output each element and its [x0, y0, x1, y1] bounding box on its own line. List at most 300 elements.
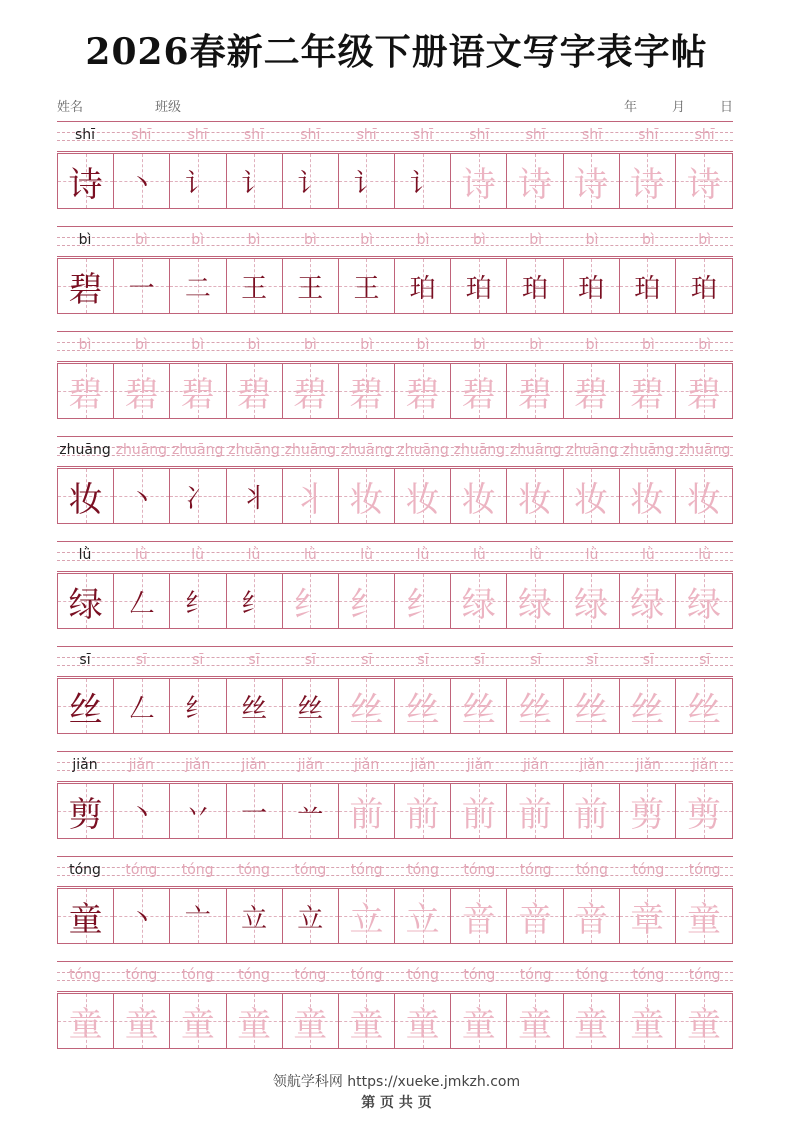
practice-row [57, 433, 733, 538]
tian-grid [57, 678, 733, 734]
stroke-character: 童 [405, 1004, 440, 1045]
writing-box[interactable] [58, 469, 114, 523]
stroke-character: 王 [353, 273, 380, 304]
writing-box[interactable] [339, 259, 395, 313]
pinyin-cell: bì [78, 232, 92, 248]
stroke-character: 立 [349, 899, 384, 940]
model-character: 童 [68, 899, 103, 940]
writing-box[interactable] [564, 154, 620, 208]
writing-box[interactable] [676, 574, 732, 628]
class-label: 班级 [155, 100, 182, 115]
stroke-character: 纟 [405, 584, 440, 625]
stroke-character: 丝 [574, 689, 609, 730]
pinyin-cell: sī [79, 652, 91, 668]
pinyin-guide-line [57, 466, 733, 467]
model-character: 碧 [68, 374, 103, 415]
writing-box[interactable] [283, 889, 339, 943]
pinyin-cell: lǜ [247, 547, 261, 563]
stroke-character: 珀 [409, 273, 436, 304]
pinyin-cell: sī [304, 652, 316, 668]
writing-box[interactable] [283, 364, 339, 418]
stroke-character: 一 [128, 273, 155, 304]
pinyin-cell: shī [74, 127, 96, 143]
stroke-character: 讠 [297, 168, 324, 199]
stroke-character: 诗 [461, 164, 496, 205]
pinyin-guide-line [57, 361, 733, 362]
pinyin-cell: tóng [125, 967, 158, 983]
writing-box[interactable] [227, 469, 283, 523]
writing-box[interactable] [114, 994, 170, 1048]
tian-grid [57, 573, 733, 629]
pinyin-cell: bì [641, 337, 655, 353]
writing-box[interactable] [227, 679, 283, 733]
writing-box[interactable] [676, 784, 732, 838]
writing-box[interactable] [395, 574, 451, 628]
writing-box[interactable] [620, 994, 676, 1048]
stroke-character: 珀 [521, 273, 548, 304]
pinyin-cell: sī [586, 652, 598, 668]
pinyin-cell: tóng [576, 862, 608, 878]
writing-box[interactable] [620, 574, 676, 628]
writing-box[interactable] [114, 574, 170, 628]
writing-box[interactable] [283, 574, 339, 628]
stroke-character: 珀 [578, 273, 605, 304]
writing-box[interactable] [676, 679, 732, 733]
stroke-character: 讠 [353, 168, 380, 199]
writing-box[interactable] [507, 679, 563, 733]
writing-box[interactable] [451, 994, 507, 1048]
pinyin-cell: tóng [463, 967, 496, 983]
pinyin-cell: sī [361, 652, 373, 668]
writing-box[interactable] [676, 259, 732, 313]
pinyin-cell: bì [529, 337, 543, 353]
writing-box[interactable] [620, 679, 676, 733]
stroke-character: 妆 [686, 479, 721, 520]
writing-box[interactable] [170, 679, 226, 733]
stroke-character: 诗 [630, 164, 665, 205]
pinyin-guide-line [57, 991, 733, 992]
pinyin-cell: jiǎn [466, 757, 492, 773]
writing-box[interactable] [451, 574, 507, 628]
stroke-character: 丝 [405, 689, 440, 730]
writing-box[interactable] [564, 889, 620, 943]
writing-box[interactable] [507, 574, 563, 628]
writing-box[interactable] [58, 154, 114, 208]
stroke-character: 音 [461, 899, 496, 940]
stroke-character: 丶 [128, 168, 155, 199]
stroke-character: 丬 [241, 483, 268, 514]
stroke-character: 童 [686, 899, 721, 940]
pinyin-cell: bì [360, 232, 374, 248]
writing-box[interactable] [507, 889, 563, 943]
practice-row [57, 328, 733, 433]
pinyin-cell: shī [300, 127, 321, 143]
writing-box[interactable] [564, 784, 620, 838]
writing-box[interactable] [564, 994, 620, 1048]
pinyin-cell: tóng [69, 862, 101, 878]
writing-box[interactable] [395, 994, 451, 1048]
writing-box[interactable] [564, 574, 620, 628]
writing-box[interactable] [620, 889, 676, 943]
pinyin-cell: tóng [407, 967, 439, 983]
model-character: 妆 [68, 479, 103, 520]
pinyin-cell: tóng [238, 967, 270, 983]
stroke-character: 前 [349, 794, 384, 835]
stroke-character: 纟 [293, 584, 328, 625]
pinyin-cell: sī [699, 652, 711, 668]
pinyin-cell: lǜ [78, 547, 92, 563]
model-character: 诗 [68, 164, 103, 205]
page-title: 2026春新二年级下册语文写字表字帖 [85, 31, 708, 73]
model-character: 丝 [68, 689, 103, 730]
writing-box[interactable] [339, 994, 395, 1048]
stroke-character: 绿 [574, 584, 609, 625]
pinyin-cell: lǜ [416, 547, 430, 563]
stroke-character: 前 [517, 794, 552, 835]
stroke-character: 碧 [237, 374, 272, 415]
stroke-character: 王 [297, 273, 324, 304]
pinyin-cell: sī [192, 652, 204, 668]
pinyin-guide-line [57, 676, 733, 677]
writing-box[interactable] [114, 889, 170, 943]
stroke-character: 丶 [128, 483, 155, 514]
pinyin-cell: zhuāng [397, 442, 449, 458]
stroke-character: 立 [297, 903, 324, 934]
pinyin-cell: zhuāng [59, 442, 111, 458]
pinyin-guide-line [57, 886, 733, 887]
writing-box[interactable] [58, 784, 114, 838]
writing-box[interactable] [114, 784, 170, 838]
writing-box[interactable] [395, 154, 451, 208]
writing-box[interactable] [283, 469, 339, 523]
stroke-character: 童 [124, 1004, 159, 1045]
site-footer: 领航学科网 https://xueke.jmkzh.com [272, 1074, 521, 1090]
writing-box[interactable] [283, 784, 339, 838]
stroke-character: 妆 [517, 479, 552, 520]
writing-box[interactable] [170, 469, 226, 523]
pinyin-cell: bì [416, 337, 430, 353]
pinyin-cell: bì [78, 337, 92, 353]
writing-box[interactable] [170, 889, 226, 943]
writing-box[interactable] [114, 679, 170, 733]
writing-box[interactable] [676, 469, 732, 523]
pinyin-cell: shī [525, 127, 546, 143]
writing-box[interactable] [227, 889, 283, 943]
writing-box[interactable] [227, 574, 283, 628]
writing-box[interactable] [283, 994, 339, 1048]
writing-box[interactable] [283, 259, 339, 313]
writing-box[interactable] [339, 889, 395, 943]
writing-box[interactable] [507, 469, 563, 523]
stroke-character: 丝 [349, 689, 384, 730]
pinyin-cell: jiǎn [354, 757, 380, 773]
stroke-character: 碧 [574, 374, 609, 415]
writing-box[interactable] [339, 679, 395, 733]
writing-box[interactable] [507, 259, 563, 313]
writing-box[interactable] [395, 364, 451, 418]
stroke-character: 童 [349, 1004, 384, 1045]
pinyin-cell: jiǎn [128, 757, 154, 773]
pinyin-cell: jiǎn [579, 757, 605, 773]
writing-box[interactable] [395, 259, 451, 313]
pinyin-cell: shī [187, 127, 208, 143]
stroke-character: 丷 [184, 798, 211, 829]
stroke-character: 剪 [630, 794, 665, 835]
pinyin-cell: tóng [69, 967, 101, 983]
writing-box[interactable] [564, 469, 620, 523]
pinyin-cell: lǜ [585, 547, 599, 563]
stroke-character: 妆 [574, 479, 609, 520]
stroke-character: 童 [237, 1004, 272, 1045]
writing-box[interactable] [620, 784, 676, 838]
pinyin-cell: tóng [688, 862, 721, 878]
stroke-character: 丝 [297, 693, 324, 724]
writing-box[interactable] [283, 154, 339, 208]
pinyin-cell: zhuāng [171, 442, 224, 458]
pinyin-cell: bì [698, 232, 712, 248]
writing-box[interactable] [451, 784, 507, 838]
pinyin-cell: shī [638, 127, 659, 143]
writing-box[interactable] [114, 364, 170, 418]
writing-box[interactable] [451, 469, 507, 523]
writing-box[interactable] [451, 154, 507, 208]
stroke-character: 碧 [124, 374, 159, 415]
stroke-character: 绿 [686, 584, 721, 625]
stroke-character: 碧 [293, 374, 328, 415]
pinyin-cell: bì [303, 232, 317, 248]
writing-box[interactable] [170, 259, 226, 313]
writing-box[interactable] [114, 154, 170, 208]
pinyin-cell: tóng [519, 967, 552, 983]
pinyin-cell: shī [694, 127, 715, 143]
pinyin-guide-line [57, 646, 733, 647]
writing-box[interactable] [283, 679, 339, 733]
pinyin-cell: zhuāng [453, 442, 506, 458]
tian-grid [57, 468, 733, 524]
writing-box[interactable] [451, 364, 507, 418]
writing-box[interactable] [676, 364, 732, 418]
pinyin-cell: lǜ [303, 547, 317, 563]
writing-box[interactable] [507, 154, 563, 208]
pinyin-cell: bì [191, 232, 205, 248]
stroke-character: 前 [574, 794, 609, 835]
writing-box[interactable] [170, 574, 226, 628]
writing-box[interactable] [227, 259, 283, 313]
pinyin-cell: zhuāng [566, 442, 618, 458]
practice-row [57, 748, 733, 853]
tian-grid [57, 153, 733, 209]
writing-box[interactable] [620, 154, 676, 208]
writing-box[interactable] [395, 469, 451, 523]
writing-box[interactable] [507, 784, 563, 838]
pinyin-cell: lǜ [698, 547, 712, 563]
stroke-character: 丝 [630, 689, 665, 730]
pinyin-cell: bì [698, 337, 712, 353]
stroke-character: 冫 [184, 483, 211, 514]
writing-box[interactable] [58, 259, 114, 313]
tian-grid [57, 888, 733, 944]
pinyin-cell: bì [641, 232, 655, 248]
practice-row [57, 118, 733, 223]
writing-box[interactable] [170, 784, 226, 838]
writing-box[interactable] [227, 154, 283, 208]
stroke-character: 讠 [241, 168, 268, 199]
writing-box[interactable] [395, 679, 451, 733]
stroke-character: 丝 [517, 689, 552, 730]
pinyin-guide-line [57, 256, 733, 257]
writing-box[interactable] [227, 784, 283, 838]
pinyin-guide-line [57, 331, 733, 332]
pinyin-guide-line [57, 856, 733, 857]
pinyin-cell: shī [131, 127, 152, 143]
writing-box[interactable] [170, 154, 226, 208]
pinyin-guide-line [57, 226, 733, 227]
writing-box[interactable] [564, 364, 620, 418]
tian-grid [57, 258, 733, 314]
pinyin-cell: tóng [350, 967, 383, 983]
stroke-character: 前 [461, 794, 496, 835]
pinyin-guide-line [57, 121, 733, 122]
writing-box[interactable] [620, 469, 676, 523]
stroke-character: 妆 [461, 479, 496, 520]
writing-box[interactable] [676, 994, 732, 1048]
writing-box[interactable] [170, 994, 226, 1048]
pinyin-cell: bì [134, 337, 148, 353]
pinyin-cell: bì [585, 232, 599, 248]
pinyin-guide-line [57, 571, 733, 572]
pinyin-cell: tóng [519, 862, 552, 878]
practice-sheet [57, 118, 733, 1063]
stroke-character: 珀 [465, 273, 492, 304]
pinyin-cell: jiǎn [635, 757, 661, 773]
writing-box[interactable] [676, 154, 732, 208]
stroke-character: 纟 [184, 588, 211, 619]
stroke-character: 珀 [690, 273, 717, 304]
writing-box[interactable] [114, 259, 170, 313]
writing-box[interactable] [114, 469, 170, 523]
stroke-character: 诗 [686, 164, 721, 205]
writing-box[interactable] [339, 154, 395, 208]
pinyin-cell: bì [303, 337, 317, 353]
stroke-character: 碧 [461, 374, 496, 415]
pinyin-cell: bì [472, 337, 486, 353]
pinyin-cell: zhuāng [228, 442, 280, 458]
stroke-character: 丝 [461, 689, 496, 730]
pinyin-cell: sī [417, 652, 429, 668]
stroke-character: 𠃋 [128, 693, 155, 724]
writing-box[interactable] [451, 259, 507, 313]
writing-box[interactable] [339, 469, 395, 523]
stroke-character: 王 [241, 273, 268, 304]
stroke-character: 碧 [686, 374, 721, 415]
stroke-character: 绿 [461, 584, 496, 625]
writing-box[interactable] [451, 679, 507, 733]
day-label: 日 [720, 100, 734, 115]
stroke-character: 童 [461, 1004, 496, 1045]
stroke-character: 音 [517, 899, 552, 940]
stroke-character: 妆 [630, 479, 665, 520]
writing-box[interactable] [620, 259, 676, 313]
pinyin-cell: shī [243, 127, 265, 143]
pinyin-cell: sī [473, 652, 485, 668]
stroke-character: 童 [574, 1004, 609, 1045]
stroke-character: 纟 [349, 584, 384, 625]
pinyin-guide-line [57, 751, 733, 752]
stroke-character: 珀 [634, 273, 661, 304]
pinyin-cell: sī [135, 652, 147, 668]
pinyin-cell: bì [529, 232, 543, 248]
stroke-character: 丝 [241, 693, 268, 724]
stroke-character: 丬 [293, 479, 328, 520]
writing-box[interactable] [339, 784, 395, 838]
pinyin-cell: bì [585, 337, 599, 353]
pinyin-cell: zhuāng [340, 442, 393, 458]
stroke-character: 丝 [686, 689, 721, 730]
stroke-character: 碧 [180, 374, 215, 415]
pinyin-cell: bì [247, 337, 261, 353]
pinyin-cell: tóng [688, 967, 721, 983]
writing-box[interactable] [507, 994, 563, 1048]
pinyin-cell: zhuāng [678, 442, 731, 458]
writing-box[interactable] [227, 994, 283, 1048]
writing-box[interactable] [58, 364, 114, 418]
model-character: 童 [68, 1004, 103, 1045]
pinyin-cell: jiǎn [185, 757, 211, 773]
stroke-character: 前 [405, 794, 440, 835]
writing-box[interactable] [395, 889, 451, 943]
writing-box[interactable] [170, 364, 226, 418]
tian-grid [57, 363, 733, 419]
practice-row [57, 853, 733, 958]
pinyin-cell: jiǎn [241, 757, 267, 773]
writing-box[interactable] [564, 259, 620, 313]
writing-box[interactable] [395, 784, 451, 838]
pinyin-cell: sī [530, 652, 542, 668]
stroke-character: 亠 [184, 903, 211, 934]
pinyin-cell: tóng [576, 967, 608, 983]
pinyin-cell: bì [191, 337, 205, 353]
pinyin-cell: shī [356, 127, 377, 143]
writing-box[interactable] [58, 574, 114, 628]
stroke-character: 童 [517, 1004, 552, 1045]
writing-box[interactable] [58, 994, 114, 1048]
pinyin-cell: lǜ [191, 547, 205, 563]
writing-box[interactable] [339, 364, 395, 418]
writing-box[interactable] [451, 889, 507, 943]
pinyin-guide-line [57, 781, 733, 782]
pinyin-cell: zhuāng [115, 442, 168, 458]
pinyin-cell: jiǎn [410, 757, 436, 773]
pinyin-cell: bì [360, 337, 374, 353]
stroke-character: 丶 [128, 798, 155, 829]
pinyin-cell: sī [642, 652, 654, 668]
stroke-character: 𠃋 [128, 588, 155, 619]
writing-box[interactable] [58, 679, 114, 733]
stroke-character: 童 [180, 1004, 215, 1045]
writing-box[interactable] [676, 889, 732, 943]
writing-box[interactable] [58, 889, 114, 943]
writing-box[interactable] [227, 364, 283, 418]
writing-box[interactable] [507, 364, 563, 418]
pinyin-cell: lǜ [360, 547, 374, 563]
pinyin-cell: shī [412, 127, 434, 143]
practice-row [57, 538, 733, 643]
stroke-character: 䒑 [297, 798, 324, 829]
writing-box[interactable] [339, 574, 395, 628]
writing-box[interactable] [564, 679, 620, 733]
pinyin-cell: tóng [181, 967, 214, 983]
writing-box[interactable] [620, 364, 676, 418]
